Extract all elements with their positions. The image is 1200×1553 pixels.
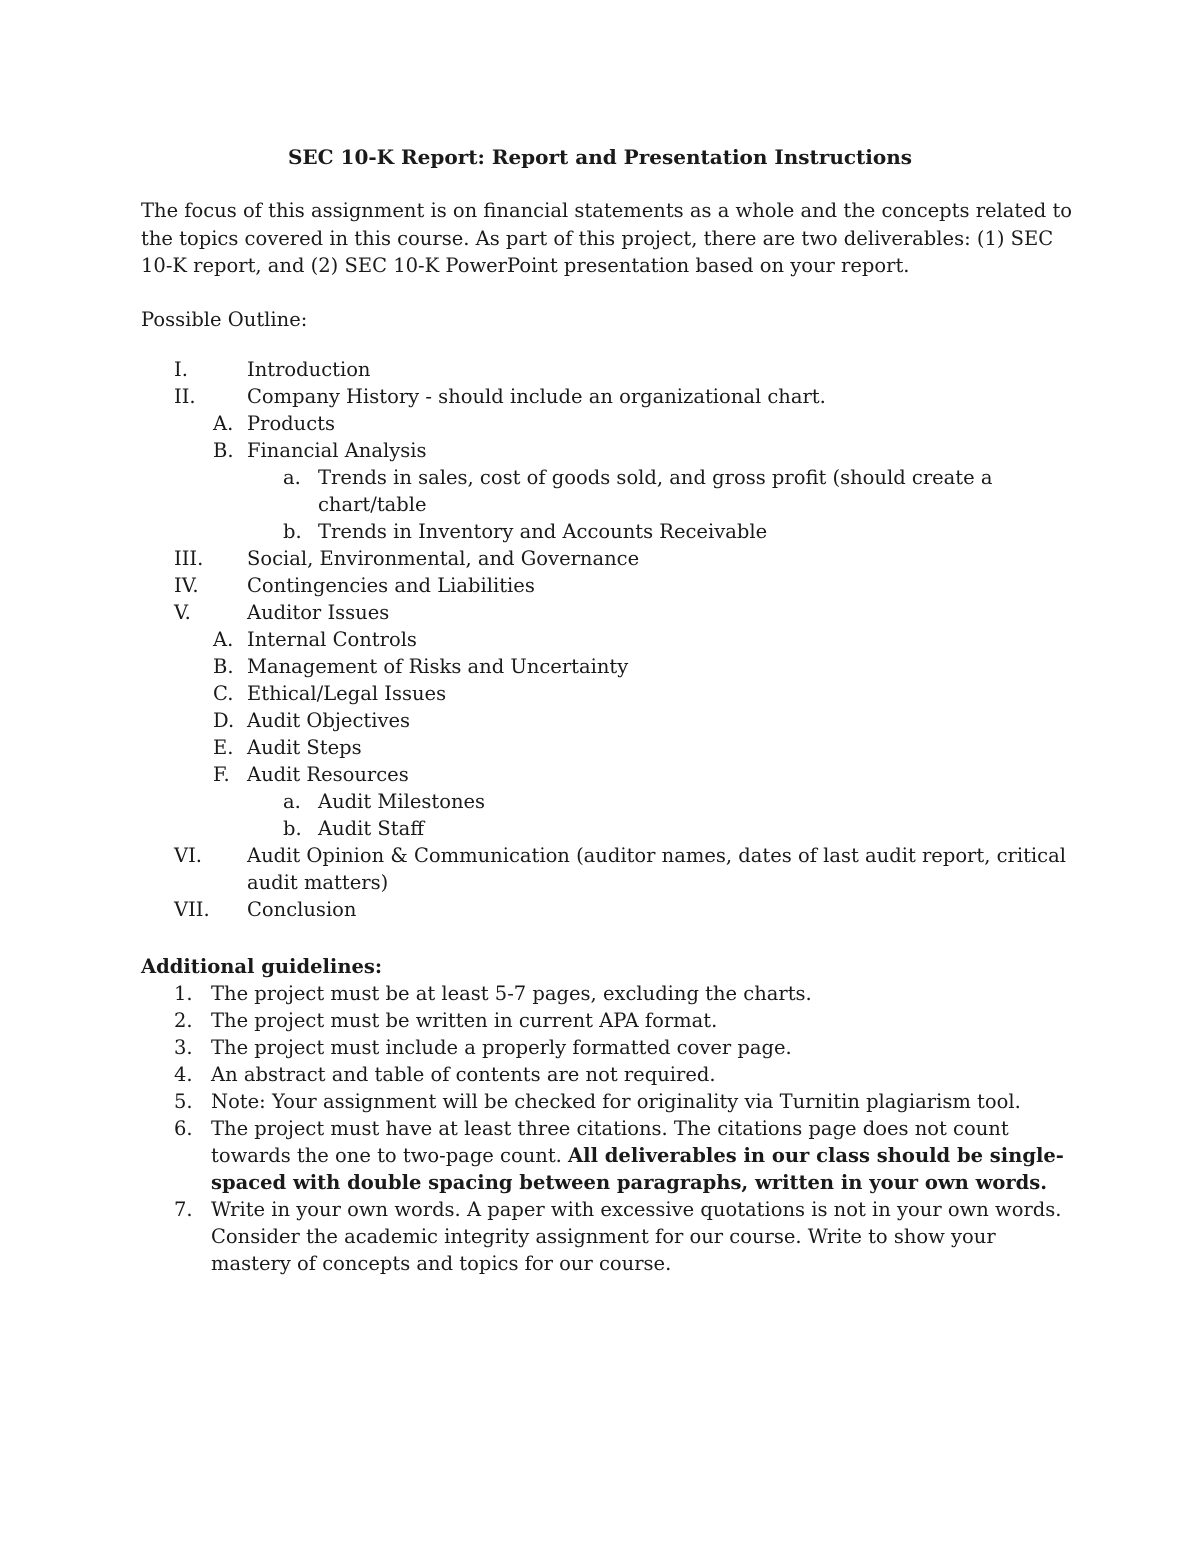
outline-marker: F. (213, 763, 230, 786)
guideline-item (0, 1088, 1200, 1115)
outline-marker: III. (174, 547, 204, 570)
guideline-number: 2. (174, 1009, 193, 1032)
outline-marker: D. (213, 709, 235, 732)
outline-text: Internal Controls (247, 628, 417, 651)
guideline-text: Note: Your assignment will be checked for originality via Turnitin plagiarism tool. (211, 1090, 1021, 1113)
guideline-text: The project must include a properly formatted cover page. (211, 1036, 792, 1059)
outline-text: Audit Objectives (247, 709, 411, 732)
outline-list (0, 356, 1200, 923)
guidelines-section (0, 953, 1200, 1277)
guideline-text: An abstract and table of contents are not required. (211, 1063, 716, 1086)
outline-marker: I. (174, 358, 188, 381)
guideline-item (0, 1007, 1200, 1034)
outline-text: Audit Staff (318, 817, 425, 840)
guidelines-heading: Additional guidelines: (141, 955, 383, 978)
outline-text: Ethical/Legal Issues (247, 682, 447, 705)
outline-text: Trends in sales, cost of goods sold, and gross profit (should create a chart/table (318, 466, 993, 516)
outline-item (0, 626, 1200, 653)
outline-label: Possible Outline: (141, 308, 308, 331)
guideline-number: 4. (174, 1063, 193, 1086)
guideline-item (0, 1034, 1200, 1061)
outline-text: Management of Risks and Uncertainty (247, 655, 629, 678)
guideline-text: The project must be written in current APA format. (211, 1009, 718, 1032)
outline-marker: E. (213, 736, 234, 759)
outline-item (0, 842, 1200, 896)
guideline-text: Write in your own words. A paper with excessive quotations is not in your own words. Consider the academic integrity assignment for our course. Write to show your mastery of concepts and topics for our course. (211, 1198, 1062, 1275)
outline-marker: a. (283, 466, 301, 489)
guideline-number: 6. (174, 1117, 193, 1140)
guideline-number: 3. (174, 1036, 193, 1059)
outline-text: Company History - should include an organizational chart. (247, 385, 826, 408)
document-title: SEC 10-K Report: Report and Presentation Instructions (287, 145, 913, 169)
outline-item (0, 788, 1200, 815)
outline-text: Audit Steps (247, 736, 362, 759)
outline-item (0, 653, 1200, 680)
outline-marker: A. (213, 412, 234, 435)
outline-text: Audit Milestones (318, 790, 486, 813)
outline-marker: b. (283, 817, 302, 840)
outline-text: Social, Environmental, and Governance (247, 547, 640, 570)
outline-text: Auditor Issues (247, 601, 390, 624)
outline-item (0, 572, 1200, 599)
outline-text: Financial Analysis (247, 439, 427, 462)
outline-marker: VII. (174, 898, 210, 921)
outline-text: Products (247, 412, 335, 435)
guideline-number: 1. (174, 982, 193, 1005)
outline-marker: A. (213, 628, 234, 651)
outline-marker: b. (283, 520, 302, 543)
outline-marker: V. (174, 601, 191, 624)
outline-marker: B. (213, 439, 234, 462)
outline-item (0, 437, 1200, 464)
guideline-text: The project must be at least 5-7 pages, excluding the charts. (211, 982, 812, 1005)
outline-marker: C. (213, 682, 234, 705)
outline-marker: B. (213, 655, 234, 678)
outline-item (0, 896, 1200, 923)
guideline-bold-text: All deliverables in our class should be single-spaced with double spacing between paragraphs, written in your own words. (211, 1144, 1064, 1194)
outline-item (0, 599, 1200, 626)
outline-text: Audit Resources (247, 763, 409, 786)
guideline-item (0, 1115, 1200, 1196)
guideline-number: 7. (174, 1198, 193, 1221)
outline-marker: II. (174, 385, 196, 408)
outline-item (0, 464, 1200, 518)
outline-item (0, 680, 1200, 707)
outline-text: Introduction (247, 358, 371, 381)
guideline-item (0, 1196, 1200, 1277)
guideline-text: The project must have at least three citations. The citations page does not count towards the one to two-page count. (211, 1117, 1009, 1167)
outline-item (0, 410, 1200, 437)
outline-text: Trends in Inventory and Accounts Receivable (318, 520, 768, 543)
outline-item (0, 518, 1200, 545)
outline-item (0, 707, 1200, 734)
outline-item (0, 545, 1200, 572)
outline-marker: VI. (174, 844, 202, 867)
outline-text: Audit Opinion & Communication (auditor names, dates of last audit report, critical audit matters) (247, 844, 1066, 894)
outline-item (0, 761, 1200, 788)
guideline-number: 5. (174, 1090, 193, 1113)
guideline-item (0, 1061, 1200, 1088)
outline-item (0, 734, 1200, 761)
outline-text: Contingencies and Liabilities (247, 574, 535, 597)
guideline-item (0, 980, 1200, 1007)
outline-item (0, 815, 1200, 842)
outline-item (0, 383, 1200, 410)
outline-item (0, 356, 1200, 383)
outline-text: Conclusion (247, 898, 357, 921)
outline-marker: a. (283, 790, 301, 813)
outline-marker: IV. (174, 574, 199, 597)
intro-paragraph: The focus of this assignment is on financial statements as a whole and the concepts related to the topics covered in this course. As part of this project, there are two deliverables: (1) SEC 10-K report, and (2) SEC 10-K PowerPoint presentation based on your report. (141, 199, 1073, 277)
guideline-text-container (211, 1115, 1071, 1196)
